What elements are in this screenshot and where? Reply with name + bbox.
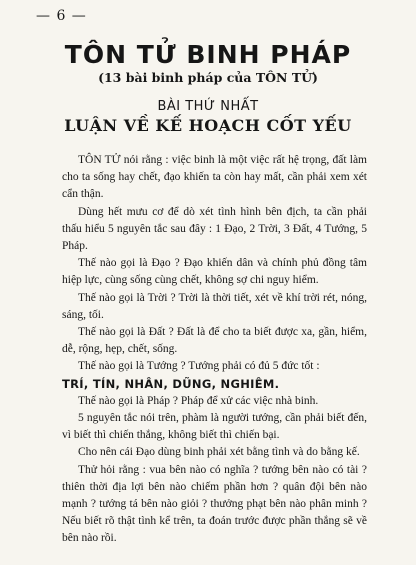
book-title: TÔN TỬ BINH PHÁP (64, 40, 352, 69)
chapter-label: BÀI THỨ NHẤT (157, 99, 259, 114)
paragraph: Thế nào gọi là Đất ? Đất là để cho ta biết được xa, gần, hiểm, dễ, rộng, hẹp, chết, sống. (62, 326, 367, 356)
chapter-title: LUẬN VỀ KẾ HOẠCH CỐT YẾU (64, 116, 352, 135)
paragraph: Thế nào gọi là Đạo ? Đạo khiến dân và chính phủ đồng tâm hiệp lực, cùng sống cùng chết, không sợ chi nguy hiểm. (62, 257, 367, 287)
paragraph: Thử hỏi rằng : vua bên nào có nghĩa ? tướng bên nào có tài ? thiên thời địa lợi bên nào chiếm phần hơn ? quân đội bên nào mạnh ? tướng tá bên nào giỏi ? thưởng phạt bên nào phân minh ? Nếu biết rõ thật tình kể trên, ta đoán trước được phần thắng sẽ về bên nào rồi. (62, 463, 367, 545)
paragraph: Dùng hết mưu cơ để dò xét tình hình bên địch, ta cần phải thấu hiểu 5 nguyên tắc sau đây : 1 Đạo, 2 Trời, 3 Đất, 4 Tướng, 5 Pháp. (62, 205, 367, 253)
paragraph: Thế nào gọi là Pháp ? Pháp để xử các việc nhà binh. (78, 394, 319, 407)
general-virtues: TRÍ, TÍN, NHÂN, DŨNG, NGHIÊM. (62, 376, 280, 391)
paragraph: Thế nào gọi là Tướng ? Tướng phải có đủ 5 đức tốt : (78, 360, 320, 373)
paragraph: TÔN TỬ nói rằng : việc binh là một việc rất hệ trọng, đất làm cho ta sống hay chết, đạo khiến ta còn hay mất, cần phải xem xét cẩn thận. (62, 154, 367, 201)
page-number: — 6 — (36, 8, 87, 24)
paragraph: Thế nào gọi là Trời ? Trời là thời tiết, xét về khí trời rét, nóng, sáng, tối. (62, 291, 367, 321)
book-subtitle: (13 bài binh pháp của TÔN TỬ) (98, 70, 318, 85)
paragraph: Cho nên cái Đạo dùng binh phải xét bằng tình và do bằng kế. (78, 446, 360, 459)
body-text (62, 152, 367, 548)
paragraph: 5 nguyên tắc nói trên, phàm là người tướng, cần phải biết đến, vì biết thì chiến thắng, không biết thì chiến bại. (62, 412, 367, 442)
